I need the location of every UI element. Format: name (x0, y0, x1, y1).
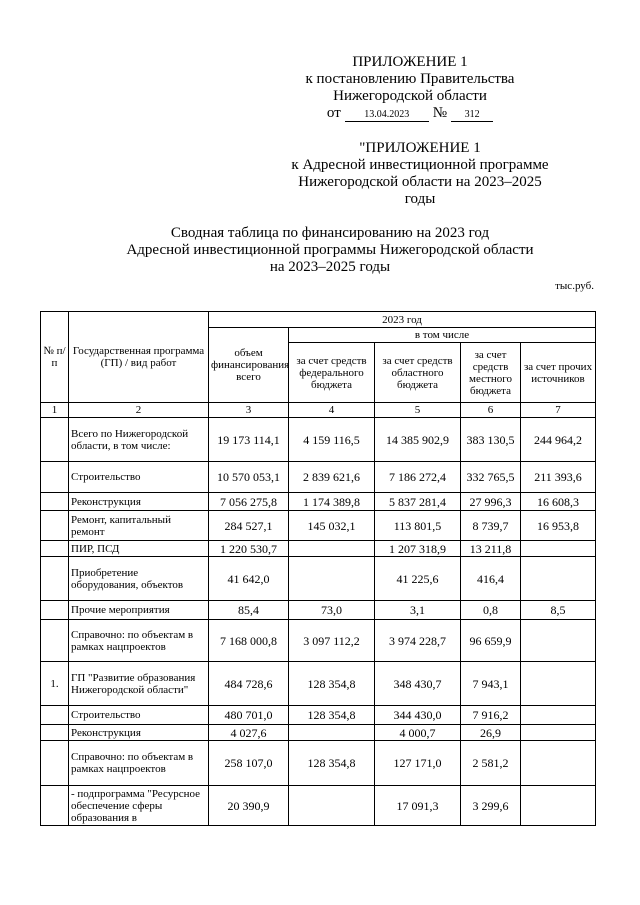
row-fed: 145 032,1 (289, 511, 375, 541)
colnum: 1 (41, 403, 69, 418)
row-total: 1 220 530,7 (209, 541, 289, 557)
table-row (41, 786, 596, 826)
row-other (521, 541, 596, 557)
row-other (521, 557, 596, 601)
header-resolution (240, 54, 580, 122)
table-row (41, 706, 596, 725)
row-total: 7 168 000,8 (209, 620, 289, 662)
row-obl: 14 385 902,9 (375, 418, 461, 462)
row-local: 0,8 (461, 601, 521, 620)
colnum: 3 (209, 403, 289, 418)
row-num (41, 741, 69, 786)
number-label: № (432, 105, 448, 121)
header-incl: в том числе (289, 328, 596, 343)
row-local: 3 299,6 (461, 786, 521, 826)
row-total: 85,4 (209, 601, 289, 620)
row-obl: 4 000,7 (375, 725, 461, 741)
row-local: 7 943,1 (461, 662, 521, 706)
resolution-number: 312 (451, 109, 493, 122)
table-row (41, 462, 596, 493)
row-num (41, 725, 69, 741)
header-local: за счет средств местного бюджета (461, 343, 521, 403)
header1-line3: Нижегородской области (333, 88, 487, 104)
table-row (41, 418, 596, 462)
row-num (41, 706, 69, 725)
row-fed: 3 097 112,2 (289, 620, 375, 662)
financing-table (40, 311, 596, 826)
row-name: Строительство (69, 706, 209, 725)
from-label: от (326, 105, 341, 121)
row-num (41, 541, 69, 557)
row-local: 13 211,8 (461, 541, 521, 557)
title-line2: Адресной инвестиционной программы Нижегородской области (126, 242, 534, 258)
row-fed: 128 354,8 (289, 741, 375, 786)
row-total: 7 056 275,8 (209, 493, 289, 511)
row-name: Строительство (69, 462, 209, 493)
row-fed: 1 174 389,8 (289, 493, 375, 511)
row-total: 484 728,6 (209, 662, 289, 706)
table-row (41, 725, 596, 741)
row-name: Всего по Нижегородской области, в том числе: (69, 418, 209, 462)
row-fed: 2 839 621,6 (289, 462, 375, 493)
row-total: 20 390,9 (209, 786, 289, 826)
row-other (521, 786, 596, 826)
resolution-date: 13.04.2023 (345, 109, 429, 122)
colnum: 6 (461, 403, 521, 418)
row-num (41, 511, 69, 541)
row-obl: 41 225,6 (375, 557, 461, 601)
colnum: 7 (521, 403, 596, 418)
table-row (41, 741, 596, 786)
row-local: 26,9 (461, 725, 521, 741)
row-total: 41 642,0 (209, 557, 289, 601)
row-local: 332 765,5 (461, 462, 521, 493)
table-row (41, 511, 596, 541)
row-obl: 5 837 281,4 (375, 493, 461, 511)
header-year: 2023 год (209, 312, 596, 328)
row-other (521, 706, 596, 725)
row-num (41, 418, 69, 462)
row-other (521, 620, 596, 662)
header1-line1: ПРИЛОЖЕНИЕ 1 (352, 54, 468, 70)
header2-line1: "ПРИЛОЖЕНИЕ 1 (359, 140, 481, 156)
header1-date-line (240, 105, 580, 122)
header-obl: за счет средств областного бюджета (375, 343, 461, 403)
row-name: Справочно: по объектам в рамках нацпроектов (69, 741, 209, 786)
title-line3: на 2023–2025 годы (269, 259, 391, 275)
row-obl: 3 974 228,7 (375, 620, 461, 662)
row-num (41, 786, 69, 826)
row-local: 7 916,2 (461, 706, 521, 725)
row-total: 10 570 053,1 (209, 462, 289, 493)
table-row (41, 662, 596, 706)
header-num: № п/п (41, 312, 69, 403)
row-name: Реконструкция (69, 725, 209, 741)
header-appendix (250, 140, 590, 208)
row-obl: 7 186 272,4 (375, 462, 461, 493)
table-row (41, 601, 596, 620)
row-name: Ремонт, капитальный ремонт (69, 511, 209, 541)
row-num: 1. (41, 662, 69, 706)
unit-label: тыс.руб. (555, 280, 594, 292)
row-num (41, 620, 69, 662)
row-name: ПИР, ПСД (69, 541, 209, 557)
row-local: 96 659,9 (461, 620, 521, 662)
header2-line2: к Адресной инвестиционной программе (291, 157, 549, 173)
row-local: 383 130,5 (461, 418, 521, 462)
colnum: 5 (375, 403, 461, 418)
row-fed: 4 159 116,5 (289, 418, 375, 462)
row-local: 2 581,2 (461, 741, 521, 786)
table-row (41, 620, 596, 662)
row-fed: 128 354,8 (289, 706, 375, 725)
row-total: 480 701,0 (209, 706, 289, 725)
row-other: 16 608,3 (521, 493, 596, 511)
colnum: 2 (69, 403, 209, 418)
row-fed (289, 541, 375, 557)
colnum: 4 (289, 403, 375, 418)
row-other: 8,5 (521, 601, 596, 620)
row-obl: 348 430,7 (375, 662, 461, 706)
row-other: 211 393,6 (521, 462, 596, 493)
row-name: Справочно: по объектам в рамках нацпроектов (69, 620, 209, 662)
row-local: 8 739,7 (461, 511, 521, 541)
row-total: 258 107,0 (209, 741, 289, 786)
row-obl: 1 207 318,9 (375, 541, 461, 557)
row-total: 284 527,1 (209, 511, 289, 541)
row-fed (289, 725, 375, 741)
row-name: Прочие мероприятия (69, 601, 209, 620)
row-local: 416,4 (461, 557, 521, 601)
table-row (41, 493, 596, 511)
header2-line4: годы (404, 191, 436, 207)
header-program: Государственная программа (ГП) / вид работ (69, 312, 209, 403)
document-title (60, 225, 600, 276)
row-num (41, 557, 69, 601)
row-name: Реконструкция (69, 493, 209, 511)
title-line1: Сводная таблица по финансированию на 2023 год (170, 225, 490, 241)
row-name: - подпрограмма "Ресурсное обеспечение сферы образования в (69, 786, 209, 826)
row-other: 16 953,8 (521, 511, 596, 541)
row-other (521, 662, 596, 706)
row-num (41, 601, 69, 620)
row-num (41, 493, 69, 511)
header-other: за счет прочих источников (521, 343, 596, 403)
row-obl: 17 091,3 (375, 786, 461, 826)
header-fed: за счет средств федерального бюджета (289, 343, 375, 403)
row-fed (289, 557, 375, 601)
row-name: ГП "Развитие образования Нижегородской области" (69, 662, 209, 706)
row-fed: 128 354,8 (289, 662, 375, 706)
row-obl: 344 430,0 (375, 706, 461, 725)
row-obl: 127 171,0 (375, 741, 461, 786)
row-fed (289, 786, 375, 826)
row-obl: 3,1 (375, 601, 461, 620)
header2-line3: Нижегородской области на 2023–2025 (298, 174, 542, 190)
row-other (521, 725, 596, 741)
row-name: Приобретение оборудования, объектов (69, 557, 209, 601)
table-row (41, 541, 596, 557)
row-fed: 73,0 (289, 601, 375, 620)
row-local: 27 996,3 (461, 493, 521, 511)
table-row (41, 557, 596, 601)
row-other: 244 964,2 (521, 418, 596, 462)
row-obl: 113 801,5 (375, 511, 461, 541)
row-num (41, 462, 69, 493)
row-other (521, 741, 596, 786)
header-total: объем финансирования всего (209, 328, 289, 403)
row-total: 19 173 114,1 (209, 418, 289, 462)
header1-line2: к постановлению Правительства (305, 71, 515, 87)
row-total: 4 027,6 (209, 725, 289, 741)
